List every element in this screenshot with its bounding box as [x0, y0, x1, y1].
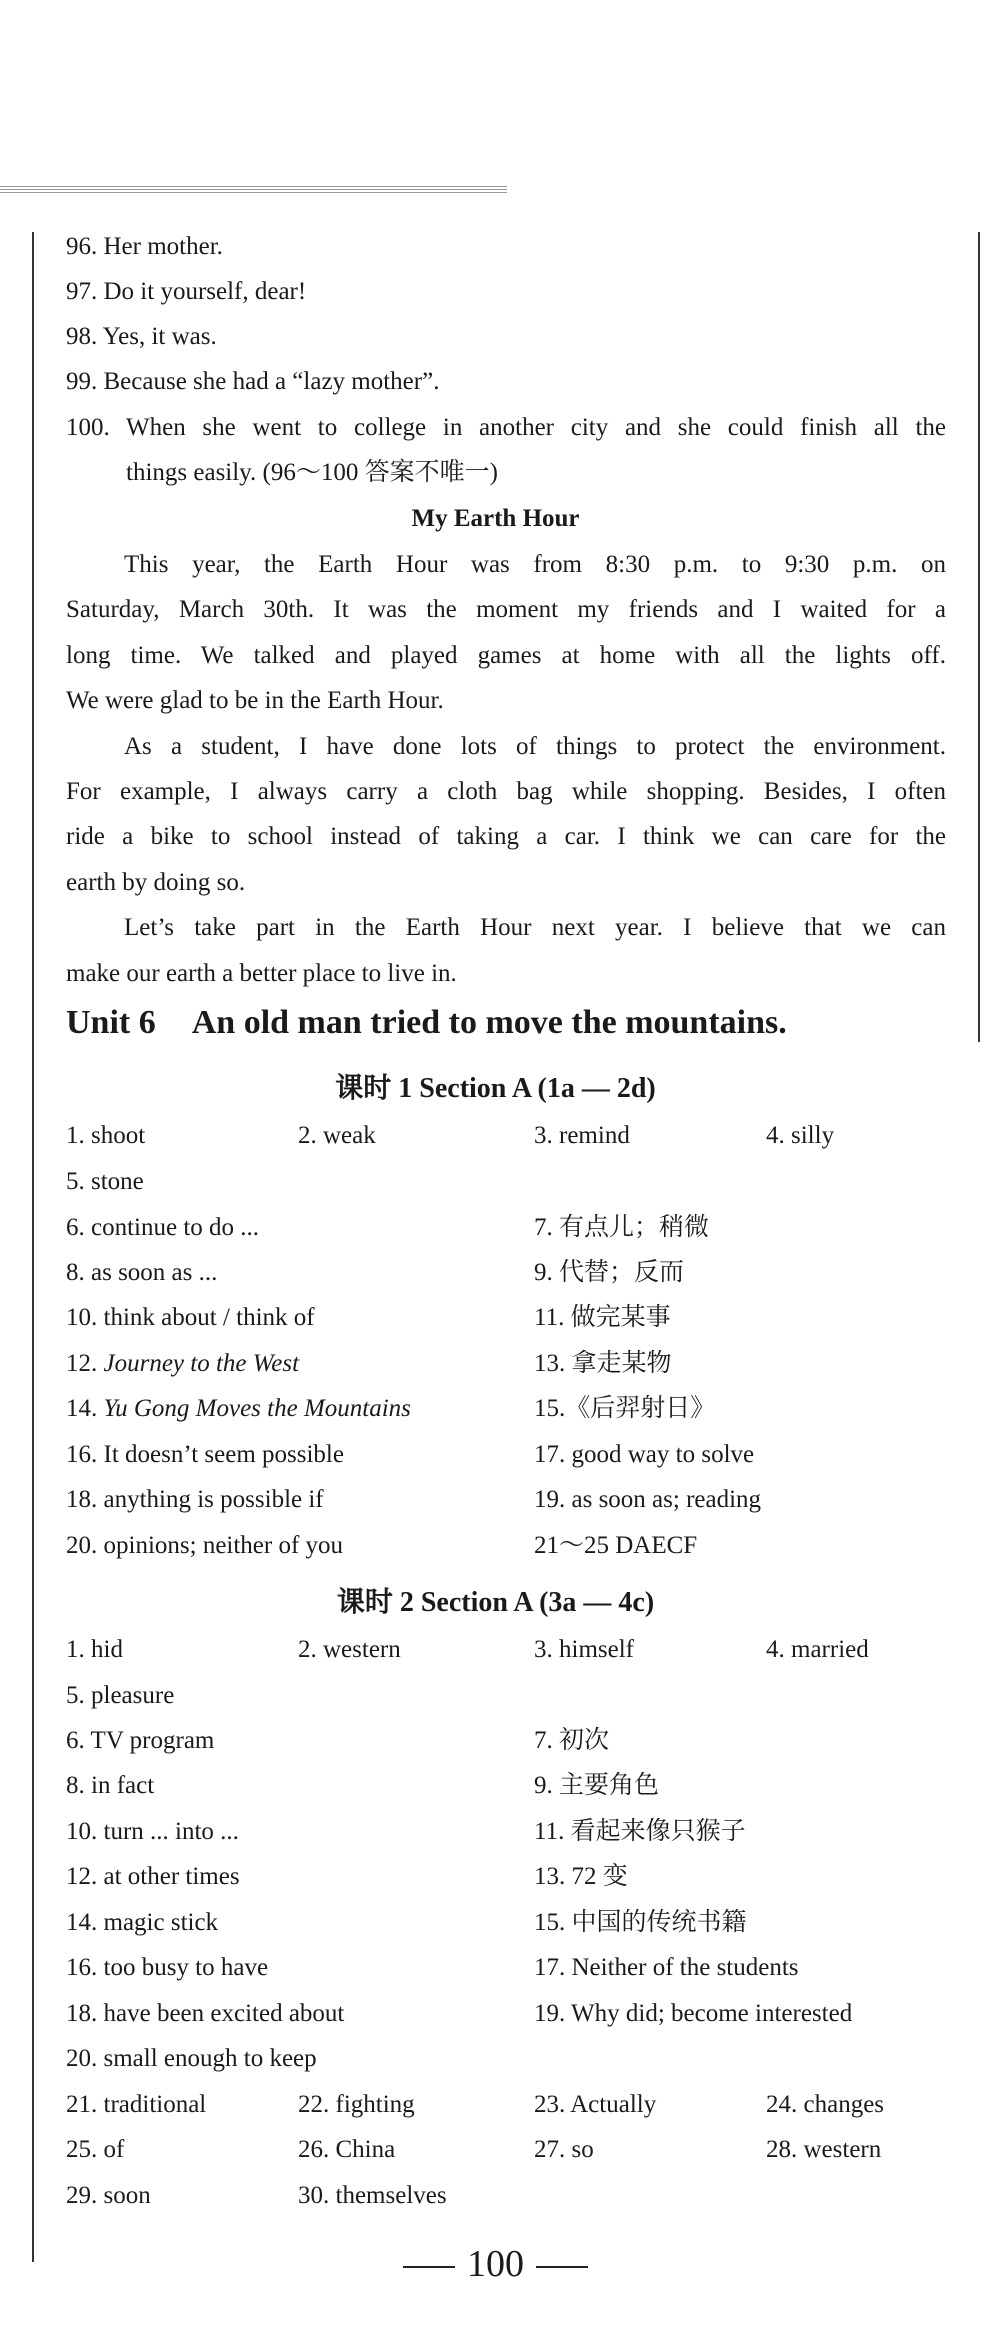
l1-item-12 [66, 1349, 299, 1379]
l1-item-14-italic: Yu Gong Moves the Mountains [103, 1395, 411, 1422]
l1-item-20: 20. opinions; neither of you [66, 1532, 344, 1559]
l1-item-7: 7. 有点儿；稍微 [534, 1214, 710, 1241]
l2-item-28: 28. western [766, 2136, 882, 2163]
l1-item-21-25: 21～25 DAECF [534, 1532, 698, 1559]
answer-99: 99. Because she had a “lazy mother”. [66, 368, 440, 395]
essay-p1-line3: long time. We talked and played games at home with all the lights off. [66, 642, 946, 669]
l1-item-19: 19. as soon as; reading [534, 1486, 762, 1513]
l1-item-14 [66, 1394, 411, 1424]
essay-p2-line1: As a student, I have done lots of things to protect the environment. [124, 733, 946, 760]
l1-item-2: 2. weak [298, 1122, 376, 1149]
unit-number: Unit 6 [66, 1004, 156, 1041]
page-number [0, 2242, 991, 2286]
l1-item-3: 3. remind [534, 1122, 630, 1149]
l1-item-12-number: 12. [66, 1350, 98, 1377]
l1-item-17: 17. good way to solve [534, 1441, 755, 1468]
l2-item-22: 22. fighting [298, 2091, 415, 2118]
answer-98: 98. Yes, it was. [66, 323, 217, 350]
l2-item-9: 9. 主要角色 [534, 1772, 660, 1799]
l2-item-14: 14. magic stick [66, 1909, 219, 1936]
answer-100-line2: things easily. (96～100 答案不唯一) [126, 459, 498, 486]
l2-item-26: 26. China [298, 2136, 396, 2163]
l2-item-23: 23. Actually [534, 2091, 657, 2118]
essay-title: My Earth Hour [411, 505, 580, 532]
l2-item-24: 24. changes [766, 2091, 885, 2118]
l2-item-15: 15. 中国的传统书籍 [534, 1909, 747, 1936]
l1-item-1: 1. shoot [66, 1122, 146, 1149]
l1-item-8: 8. as soon as ... [66, 1259, 218, 1286]
l2-item-21: 21. traditional [66, 2091, 207, 2118]
essay-p1-line4: We were glad to be in the Earth Hour. [66, 687, 444, 714]
l1-item-15: 15.《后羿射日》 [534, 1395, 716, 1422]
l1-item-18: 18. anything is possible if [66, 1486, 324, 1513]
essay-p2-line4: earth by doing so. [66, 869, 246, 896]
essay-p3-line1: Let’s take part in the Earth Hour next year. I believe that we can [124, 914, 946, 941]
l2-item-3: 3. himself [534, 1636, 634, 1663]
l1-item-14-number: 14. [66, 1395, 98, 1422]
l2-item-10: 10. turn ... into ... [66, 1818, 239, 1845]
unit-heading [66, 1004, 787, 1042]
l2-item-8: 8. in fact [66, 1772, 155, 1799]
l1-item-10: 10. think about / think of [66, 1304, 315, 1331]
essay-p3-line2: make our earth a better place to live in. [66, 960, 457, 987]
l2-item-11: 11. 看起来像只猴子 [534, 1818, 746, 1845]
l1-item-13: 13. 拿走某物 [534, 1350, 672, 1377]
essay-p1-line1: This year, the Earth Hour was from 8:30 p.m. to 9:30 p.m. on [124, 551, 946, 578]
top-rule [0, 186, 507, 194]
answer-100-line1: 100. When she went to college in another city and she could finish all the [66, 414, 946, 441]
unit-title: An old man tried to move the mountains. [191, 1004, 787, 1041]
l2-item-12: 12. at other times [66, 1863, 240, 1890]
page-number-text: 100 [467, 2243, 524, 2285]
answer-97: 97. Do it yourself, dear! [66, 278, 307, 305]
lesson2-heading: 课时 2 Section A (3a — 4c) [336, 1587, 655, 1618]
l1-item-12-italic: Journey to the West [103, 1350, 300, 1377]
essay-p1-line2: Saturday, March 30th. It was the moment my friends and I waited for a [66, 596, 946, 623]
l2-item-7: 7. 初次 [534, 1727, 610, 1754]
l2-item-2: 2. western [298, 1636, 401, 1663]
l2-item-13: 13. 72 变 [534, 1863, 628, 1890]
l2-item-18: 18. have been excited about [66, 2000, 345, 2027]
l2-item-6: 6. TV program [66, 1727, 215, 1754]
l2-item-20: 20. small enough to keep [66, 2045, 317, 2072]
answer-96: 96. Her mother. [66, 233, 223, 260]
l2-item-30: 30. themselves [298, 2182, 447, 2209]
left-margin-line [32, 232, 34, 2262]
l2-item-19: 19. Why did; become interested [534, 2000, 853, 2027]
l2-item-16: 16. too busy to have [66, 1954, 269, 1981]
l2-item-5: 5. pleasure [66, 1682, 175, 1709]
l1-item-6: 6. continue to do ... [66, 1214, 260, 1241]
l1-item-5: 5. stone [66, 1168, 144, 1195]
essay-p2-line2: For example, I always carry a cloth bag while shopping. Besides, I often [66, 778, 946, 805]
l2-item-25: 25. of [66, 2136, 125, 2163]
l2-item-4: 4. married [766, 1636, 869, 1663]
essay-p2-line3: ride a bike to school instead of taking a car. I think we can care for the [66, 823, 946, 850]
l2-item-17: 17. Neither of the students [534, 1954, 799, 1981]
l1-item-11: 11. 做完某事 [534, 1304, 671, 1331]
lesson1-heading: 课时 1 Section A (1a — 2d) [335, 1073, 656, 1104]
l1-item-16: 16. It doesn’t seem possible [66, 1441, 344, 1468]
l2-item-27: 27. so [534, 2136, 594, 2163]
l1-item-4: 4. silly [766, 1122, 835, 1149]
page-number-dash-left [403, 2266, 455, 2268]
l2-item-29: 29. soon [66, 2182, 151, 2209]
l1-item-9: 9. 代替；反而 [534, 1259, 685, 1286]
page-number-dash-right [536, 2266, 588, 2268]
l2-item-1: 1. hid [66, 1636, 123, 1663]
right-margin-line [978, 232, 980, 1042]
